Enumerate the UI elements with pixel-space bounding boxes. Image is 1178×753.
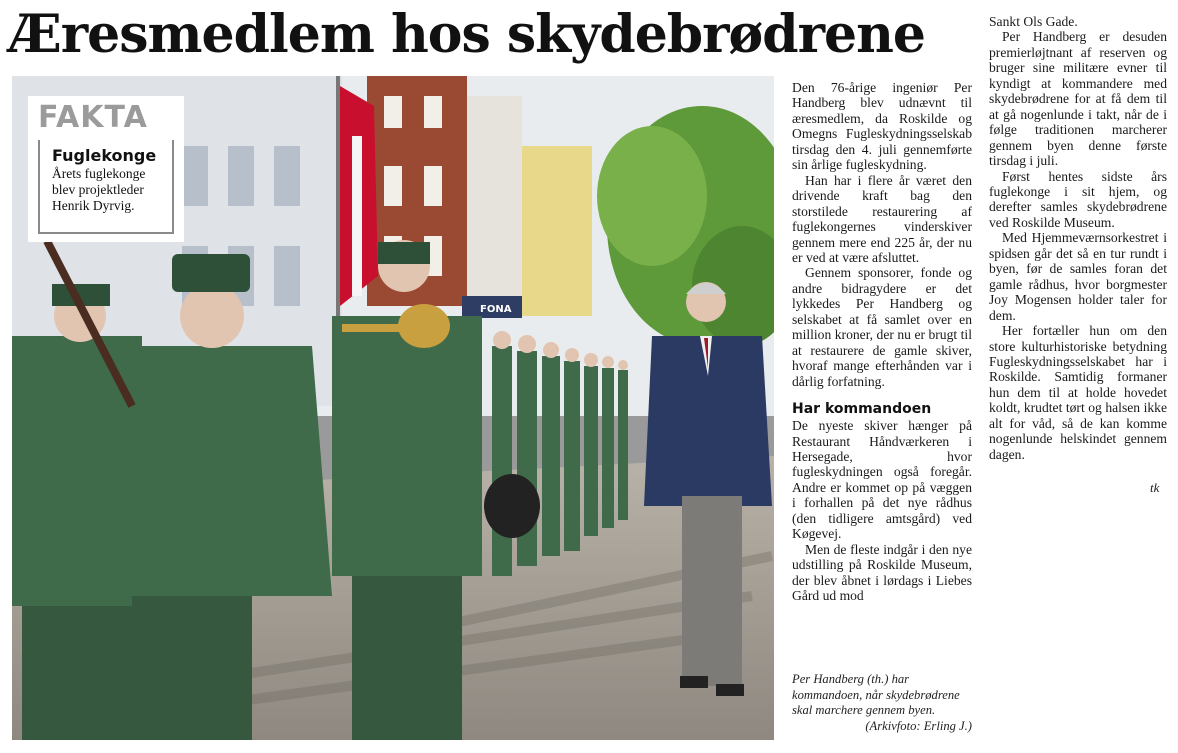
fakta-text: Årets fuglekonge blev projektleder Henrik Dyrvig. [52,166,146,213]
headline: Æresmedlem hos skydebrødrene [8,4,925,65]
article-paragraph: Først hentes sidste års fuglekonge i sit hjem, og derefter samles skydebrødrene ved Roskilde Museum. [989,168,1167,230]
shop-sign: FONA [480,304,512,315]
article-paragraph: Per Handberg er desuden premierløjtnant af reserven og bruger sine militære evner til kyndigt at kommandere med skydebrødrene for at få dem til at gå nogenlunde i takt, når de i følge traditionen marcherer gennem byen denne første tirsdag i juli. [989,29,1167,169]
author-signature: tk [1150,480,1160,495]
article-paragraph: Men de fleste indgår i den nye udstilling på Roskilde Museum, der blev åbnet i lørdags i Liebes Gård ud mod [792,541,972,604]
article-paragraph: Den 76-årige ingeniør Per Handberg blev udnævnt til æresmedlem, da Roskilde og Omegns Fugleskydningsselskab tirsdag den 4. juli gennemførte sin årlige fugleskydning. [792,80,972,173]
article-paragraph: Gennem sponsorer, fonde og andre bidragydere er det lykkedes Per Handberg og selskabet at få samlet over en million kroner, der nu er brugt til at restaurere de gamle skiver, hvoraf mange efterhånden var i dårlig forfatning. [792,265,972,389]
fakta-box [28,96,184,242]
article-paragraph: De nyeste skiver hænger på Restaurant Håndværkeren i Hersegade, hvor fugleskydningen også foregår. Andre er kommet op på væggen i forhallen på det nye rådhus (den tidligere amtsgård) ved Køgevej. [792,418,972,542]
article-subhead: Har kommandoen [792,401,932,418]
article-column-2 [989,14,1167,462]
photo-credit: (Arkivfoto: Erling J.) [865,718,972,733]
article-column-1 [792,80,972,604]
article-paragraph: Han har i flere år været den drivende kraft bag den storstilede restaurering af fuglekongernes vinderskiver gennem mere end 225 år, der nu er ved at være afsluttet. [792,172,972,265]
fakta-label: FAKTA [38,100,148,135]
article-paragraph: Med Hjemmeværnsorkestret i spidsen går det så en tur rundt i byen, før de samles foran det gamle rådhus, hvor borgmester Joy Mogensen holder taler for dem. [989,230,1167,323]
fakta-title: Fuglekonge [52,146,157,165]
photo-caption [792,672,972,734]
article-paragraph: Her fortæller hun om den store kulturhistoriske betydning Fugleskydningsselskabet har i Roskilde. Samtidig formaner hun dem til at holde hovedet koldt, krudtet tørt og halsen ikke alt for våd, så de kan komme nogenlunde helskindet gennem dagen. [989,323,1167,462]
caption-text: Per Handberg (th.) har kommandoen, når skydebrødrene skal marchere gennem byen. [792,672,960,717]
article-paragraph: Sankt Ols Gade. [989,14,1078,29]
